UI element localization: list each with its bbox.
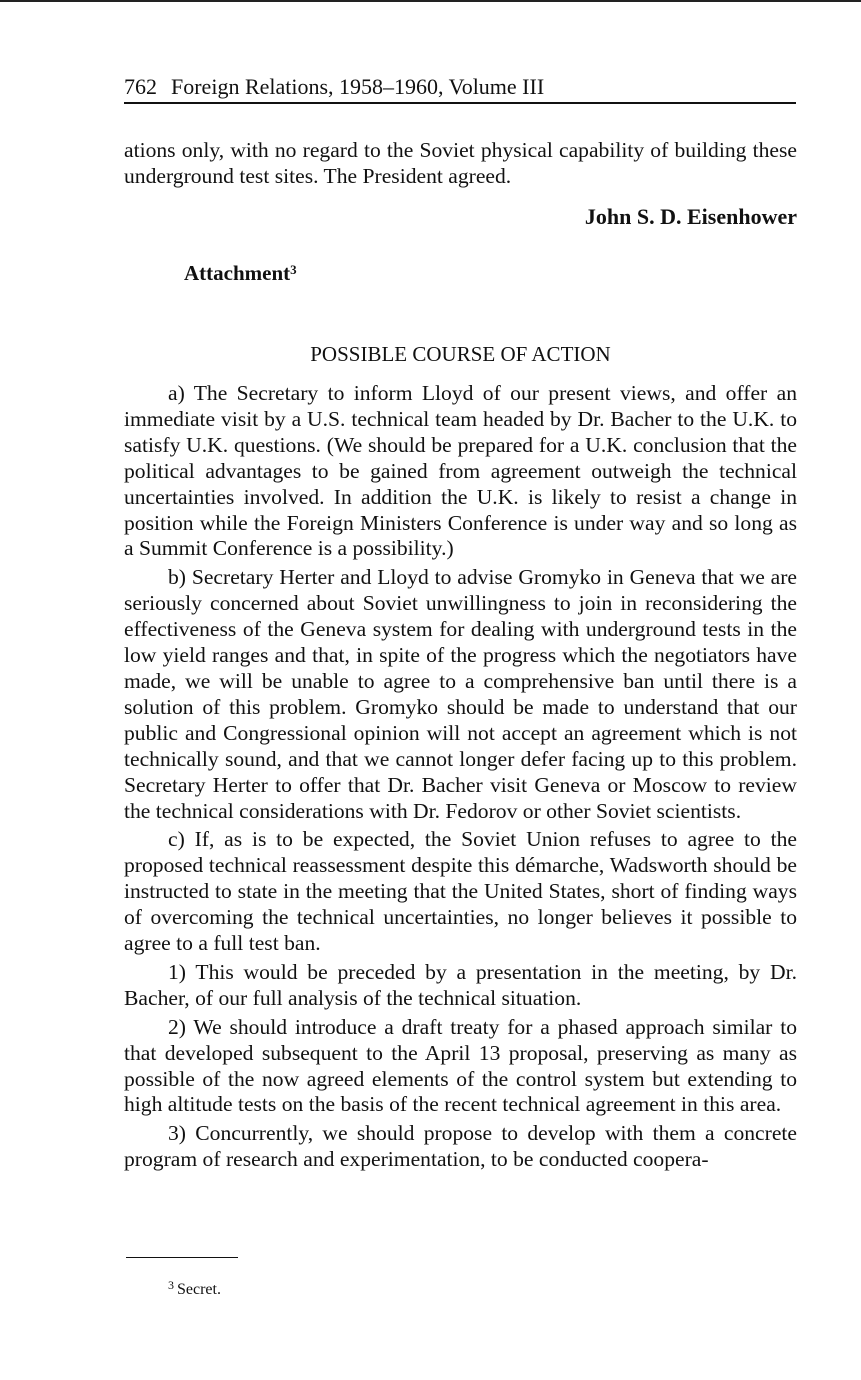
paragraph-c: c) If, as is to be expected, the Soviet Union refuses to agree to the proposed technical reassessment despite this démarche, Wadsworth should be instructed to state in the meeting that the United States, short of finding ways of overcoming the technical uncertainties, no longer believes it possible to agree to a full test ban. <box>124 827 797 956</box>
paragraph-1: 1) This would be preceded by a presentation in the meeting, by Dr. Bacher, of our full analysis of the technical situation. <box>124 959 797 1010</box>
footnote-divider <box>126 1257 238 1258</box>
paragraph-2: 2) We should introduce a draft treaty for a phased approach similar to that developed subsequent to the April 13 proposal, preserving as many as possible of the now agreed elements of the control system but extending to high altitude tests on the basis of the recent technical agreement in this area. <box>124 1014 797 1117</box>
section-title: POSSIBLE COURSE OF ACTION <box>310 342 611 366</box>
attachment-label: Attachment <box>184 261 291 285</box>
intro-block <box>124 138 797 193</box>
paragraph-a: a) The Secretary to inform Lloyd of our present views, and offer an immediate visit by a U.S. technical team headed by Dr. Bacher to the U.K. to satisfy U.K. questions. (We should be prepared for a U.K. conclusion that the political advantages to be gained from agreement outweigh the technical uncertainties involved. In addition the U.K. is likely to resist a change in position while the Foreign Ministers Conference is under way and so long as a Summit Conference is a possibility.) <box>124 381 797 561</box>
page-edge-rule <box>0 0 861 2</box>
footnote-number: 3 <box>168 1278 174 1292</box>
footnote <box>168 1274 221 1301</box>
main-body <box>124 381 797 1176</box>
running-title: Foreign Relations, 1958–1960, Volume III <box>171 74 545 99</box>
paragraph-3: 3) Concurrently, we should propose to develop with them a concrete program of research and experimentation, to be conducted coopera- <box>124 1121 797 1172</box>
footnote-text: Secret. <box>177 1281 221 1298</box>
attachment-heading <box>184 255 297 288</box>
running-header <box>124 72 796 104</box>
attachment-footnote-ref: 3 <box>290 262 297 277</box>
signature: John S. D. Eisenhower <box>584 204 797 229</box>
intro-paragraph: ations only, with no regard to the Soviet physical capability of building these underground test sites. The President agreed. <box>124 138 797 188</box>
page-number: 762 <box>124 74 157 99</box>
paragraph-b: b) Secretary Herter and Lloyd to advise Gromyko in Geneva that we are seriously concerned about Soviet unwillingness to join in reconsidering the effectiveness of the Geneva system for dealing with underground tests in the low yield ranges and that, in spite of the progress which the negotiators have made, we will be unable to agree to a comprehensive ban until there is a solution of this problem. Gromyko should be made to understand that our public and Congressional opinion will not accept an agreement which is not technically sound, and that we cannot longer defer facing up to this problem. Secretary Herter to offer that Dr. Bacher visit Geneva or Moscow to review the technical considerations with Dr. Fedorov or other Soviet scientists. <box>124 565 797 823</box>
